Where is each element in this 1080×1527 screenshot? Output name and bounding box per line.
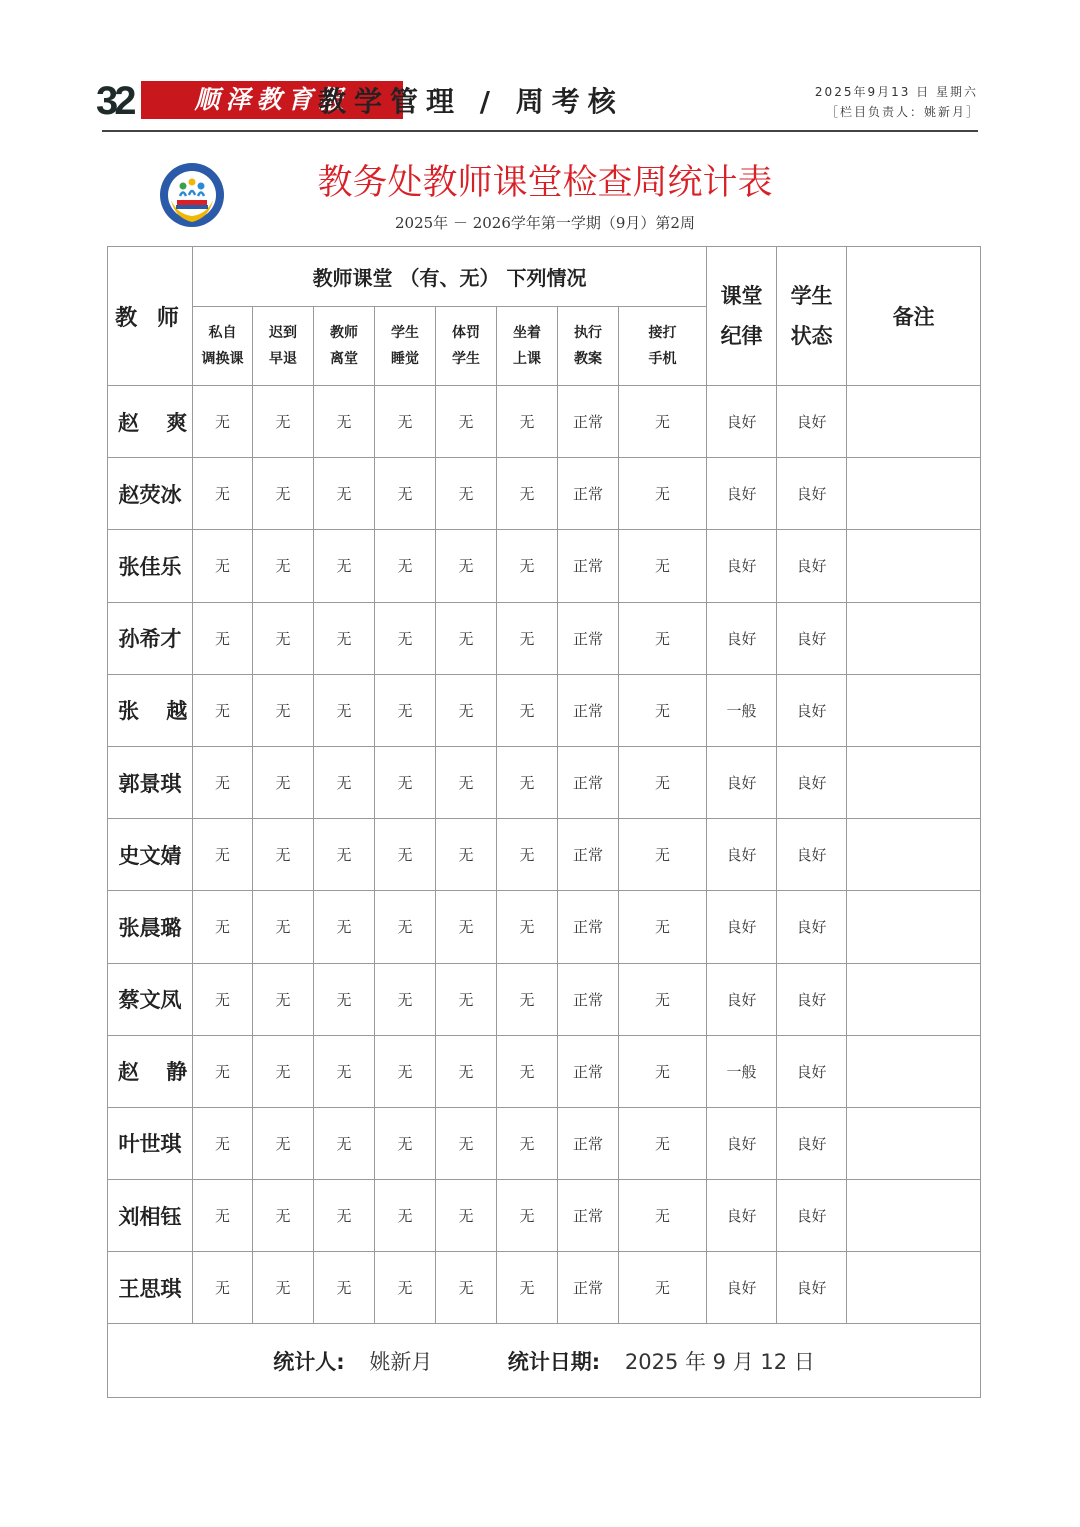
cell-remarks bbox=[847, 819, 981, 891]
cell-corporal-punishment: 无 bbox=[436, 1035, 497, 1107]
cell-discipline: 良好 bbox=[707, 386, 777, 458]
header-line: 教案 bbox=[574, 351, 602, 367]
paper-name-banner: 顺泽教育报 bbox=[141, 81, 403, 119]
cell-late-early-leave: 无 bbox=[253, 1107, 314, 1179]
teacher-name: 叶世琪 bbox=[108, 1107, 193, 1179]
cell-remarks bbox=[847, 530, 981, 602]
cell-unauthorized-swap: 无 bbox=[193, 386, 253, 458]
school-emblem-icon bbox=[159, 162, 225, 228]
cell-seated-teaching: 无 bbox=[497, 530, 558, 602]
cell-corporal-punishment: 无 bbox=[436, 1252, 497, 1324]
teacher-name: 赵 爽 bbox=[108, 386, 193, 458]
header-lesson-plan bbox=[558, 307, 619, 386]
table-row bbox=[108, 1252, 981, 1324]
compiler-name: 姚新月 bbox=[369, 1349, 433, 1374]
cell-unauthorized-swap: 无 bbox=[193, 602, 253, 674]
cell-discipline: 良好 bbox=[707, 963, 777, 1035]
cell-teacher-absent: 无 bbox=[314, 1180, 375, 1252]
cell-discipline: 良好 bbox=[707, 458, 777, 530]
cell-student-sleeping: 无 bbox=[375, 386, 436, 458]
cell-remarks bbox=[847, 458, 981, 530]
header-unauthorized-swap bbox=[193, 307, 253, 386]
header-line: 执行 bbox=[574, 325, 602, 341]
cell-seated-teaching: 无 bbox=[497, 1180, 558, 1252]
header-line: 迟到 bbox=[269, 325, 297, 341]
cell-phone-use: 无 bbox=[619, 1035, 707, 1107]
cell-student-sleeping: 无 bbox=[375, 1035, 436, 1107]
header-discipline bbox=[707, 247, 777, 386]
cell-seated-teaching: 无 bbox=[497, 674, 558, 746]
cell-lesson-plan: 正常 bbox=[558, 1252, 619, 1324]
cell-student-sleeping: 无 bbox=[375, 1180, 436, 1252]
cell-teacher-absent: 无 bbox=[314, 530, 375, 602]
cell-student-state: 良好 bbox=[777, 891, 847, 963]
cell-student-state: 良好 bbox=[777, 674, 847, 746]
cell-late-early-leave: 无 bbox=[253, 674, 314, 746]
cell-seated-teaching: 无 bbox=[497, 1035, 558, 1107]
cell-remarks bbox=[847, 1180, 981, 1252]
cell-student-sleeping: 无 bbox=[375, 963, 436, 1035]
cell-seated-teaching: 无 bbox=[497, 746, 558, 818]
cell-lesson-plan: 正常 bbox=[558, 674, 619, 746]
cell-remarks bbox=[847, 891, 981, 963]
cell-seated-teaching: 无 bbox=[497, 819, 558, 891]
header-late-early-leave bbox=[253, 307, 314, 386]
cell-student-sleeping: 无 bbox=[375, 458, 436, 530]
cell-lesson-plan: 正常 bbox=[558, 1035, 619, 1107]
cell-unauthorized-swap: 无 bbox=[193, 891, 253, 963]
table-row bbox=[108, 530, 981, 602]
cell-late-early-leave: 无 bbox=[253, 1180, 314, 1252]
cell-seated-teaching: 无 bbox=[497, 1252, 558, 1324]
cell-teacher-absent: 无 bbox=[314, 458, 375, 530]
cell-lesson-plan: 正常 bbox=[558, 1107, 619, 1179]
cell-student-state: 良好 bbox=[777, 602, 847, 674]
table-row bbox=[108, 386, 981, 458]
table-row bbox=[108, 674, 981, 746]
cell-phone-use: 无 bbox=[619, 1180, 707, 1252]
cell-discipline: 良好 bbox=[707, 1107, 777, 1179]
cell-student-state: 良好 bbox=[777, 458, 847, 530]
section-title: 教学管理 / 周考核 bbox=[318, 85, 624, 118]
header-teacher: 教 师 bbox=[108, 247, 193, 386]
table-row bbox=[108, 746, 981, 818]
cell-lesson-plan: 正常 bbox=[558, 963, 619, 1035]
cell-phone-use: 无 bbox=[619, 458, 707, 530]
cell-corporal-punishment: 无 bbox=[436, 1180, 497, 1252]
table-row bbox=[108, 963, 981, 1035]
teacher-name: 孙希才 bbox=[108, 602, 193, 674]
table-row bbox=[108, 1180, 981, 1252]
cell-student-state: 良好 bbox=[777, 1107, 847, 1179]
cell-unauthorized-swap: 无 bbox=[193, 530, 253, 602]
cell-remarks bbox=[847, 1107, 981, 1179]
cell-corporal-punishment: 无 bbox=[436, 386, 497, 458]
cell-remarks bbox=[847, 1035, 981, 1107]
cell-teacher-absent: 无 bbox=[314, 674, 375, 746]
header-line: 坐着 bbox=[513, 325, 541, 341]
cell-lesson-plan: 正常 bbox=[558, 386, 619, 458]
table-row bbox=[108, 602, 981, 674]
cell-lesson-plan: 正常 bbox=[558, 746, 619, 818]
cell-corporal-punishment: 无 bbox=[436, 819, 497, 891]
document-title: 教务处教师课堂检查周统计表 bbox=[317, 163, 773, 203]
cell-discipline: 良好 bbox=[707, 602, 777, 674]
cell-unauthorized-swap: 无 bbox=[193, 1252, 253, 1324]
cell-discipline: 良好 bbox=[707, 1252, 777, 1324]
teacher-name: 郭景琪 bbox=[108, 746, 193, 818]
header-discipline-line1: 课堂 bbox=[720, 284, 763, 308]
cell-remarks bbox=[847, 1252, 981, 1324]
teacher-name: 蔡文凤 bbox=[108, 963, 193, 1035]
cell-seated-teaching: 无 bbox=[497, 891, 558, 963]
cell-corporal-punishment: 无 bbox=[436, 1107, 497, 1179]
masthead-divider bbox=[102, 130, 978, 132]
cell-student-sleeping: 无 bbox=[375, 1252, 436, 1324]
header-student-state bbox=[777, 247, 847, 386]
cell-student-state: 良好 bbox=[777, 746, 847, 818]
page-number: 32 bbox=[96, 79, 133, 123]
cell-discipline: 良好 bbox=[707, 891, 777, 963]
cell-phone-use: 无 bbox=[619, 1252, 707, 1324]
cell-lesson-plan: 正常 bbox=[558, 1180, 619, 1252]
cell-phone-use: 无 bbox=[619, 1107, 707, 1179]
compiler-label: 统计人: bbox=[273, 1349, 345, 1374]
cell-unauthorized-swap: 无 bbox=[193, 1035, 253, 1107]
cell-student-sleeping: 无 bbox=[375, 746, 436, 818]
teacher-name: 张晨璐 bbox=[108, 891, 193, 963]
header-seated-teaching bbox=[497, 307, 558, 386]
issue-date: 2025年9月13 日 星期六 bbox=[814, 85, 978, 99]
cell-corporal-punishment: 无 bbox=[436, 746, 497, 818]
cell-lesson-plan: 正常 bbox=[558, 602, 619, 674]
cell-remarks bbox=[847, 746, 981, 818]
cell-unauthorized-swap: 无 bbox=[193, 746, 253, 818]
header-line: 离堂 bbox=[330, 351, 358, 367]
cell-student-sleeping: 无 bbox=[375, 819, 436, 891]
cell-student-state: 良好 bbox=[777, 386, 847, 458]
cell-seated-teaching: 无 bbox=[497, 386, 558, 458]
cell-corporal-punishment: 无 bbox=[436, 530, 497, 602]
teacher-name: 赵 静 bbox=[108, 1035, 193, 1107]
cell-corporal-punishment: 无 bbox=[436, 674, 497, 746]
cell-student-sleeping: 无 bbox=[375, 530, 436, 602]
cell-late-early-leave: 无 bbox=[253, 458, 314, 530]
cell-phone-use: 无 bbox=[619, 746, 707, 818]
cell-phone-use: 无 bbox=[619, 963, 707, 1035]
cell-seated-teaching: 无 bbox=[497, 1107, 558, 1179]
cell-phone-use: 无 bbox=[619, 602, 707, 674]
cell-late-early-leave: 无 bbox=[253, 530, 314, 602]
header-line: 体罚 bbox=[452, 325, 480, 341]
header-line: 上课 bbox=[513, 351, 541, 367]
cell-teacher-absent: 无 bbox=[314, 963, 375, 1035]
cell-late-early-leave: 无 bbox=[253, 1252, 314, 1324]
compile-date: 2025 年 9 月 12 日 bbox=[624, 1349, 815, 1374]
cell-teacher-absent: 无 bbox=[314, 1107, 375, 1179]
table-row bbox=[108, 1035, 981, 1107]
cell-unauthorized-swap: 无 bbox=[193, 458, 253, 530]
header-line: 接打 bbox=[648, 325, 677, 341]
cell-student-sleeping: 无 bbox=[375, 1107, 436, 1179]
teacher-name: 张 越 bbox=[108, 674, 193, 746]
cell-corporal-punishment: 无 bbox=[436, 458, 497, 530]
header-line: 学生 bbox=[452, 351, 480, 367]
cell-teacher-absent: 无 bbox=[314, 746, 375, 818]
cell-student-sleeping: 无 bbox=[375, 891, 436, 963]
cell-unauthorized-swap: 无 bbox=[193, 1180, 253, 1252]
header-line: 调换课 bbox=[201, 351, 244, 367]
cell-teacher-absent: 无 bbox=[314, 819, 375, 891]
cell-late-early-leave: 无 bbox=[253, 746, 314, 818]
document-subtitle: 2025年 － 2026学年第一学期（9月）第2周 bbox=[395, 214, 695, 232]
header-line: 学生 bbox=[391, 325, 419, 341]
header-line: 睡觉 bbox=[391, 351, 419, 367]
header-corporal-punishment bbox=[436, 307, 497, 386]
cell-late-early-leave: 无 bbox=[253, 1035, 314, 1107]
header-remarks: 备注 bbox=[847, 247, 981, 386]
teacher-name: 刘相钰 bbox=[108, 1180, 193, 1252]
cell-student-state: 良好 bbox=[777, 530, 847, 602]
cell-student-sleeping: 无 bbox=[375, 602, 436, 674]
cell-student-state: 良好 bbox=[777, 1180, 847, 1252]
teacher-inspection-table bbox=[107, 246, 981, 1398]
cell-lesson-plan: 正常 bbox=[558, 891, 619, 963]
cell-remarks bbox=[847, 386, 981, 458]
cell-unauthorized-swap: 无 bbox=[193, 819, 253, 891]
header-student-sleeping bbox=[375, 307, 436, 386]
header-line: 早退 bbox=[269, 351, 297, 367]
cell-discipline: 良好 bbox=[707, 746, 777, 818]
cell-discipline: 一般 bbox=[707, 1035, 777, 1107]
cell-corporal-punishment: 无 bbox=[436, 602, 497, 674]
cell-discipline: 良好 bbox=[707, 530, 777, 602]
compile-date-label: 统计日期: bbox=[507, 1349, 601, 1374]
header-discipline-line2: 纪律 bbox=[720, 324, 763, 348]
cell-teacher-absent: 无 bbox=[314, 1252, 375, 1324]
cell-seated-teaching: 无 bbox=[497, 458, 558, 530]
cell-remarks bbox=[847, 674, 981, 746]
cell-late-early-leave: 无 bbox=[253, 891, 314, 963]
cell-late-early-leave: 无 bbox=[253, 819, 314, 891]
cell-teacher-absent: 无 bbox=[314, 891, 375, 963]
teacher-name: 赵荧冰 bbox=[108, 458, 193, 530]
teacher-name: 王思琪 bbox=[108, 1252, 193, 1324]
table-row bbox=[108, 458, 981, 530]
cell-lesson-plan: 正常 bbox=[558, 458, 619, 530]
masthead bbox=[96, 78, 980, 132]
cell-phone-use: 无 bbox=[619, 530, 707, 602]
cell-phone-use: 无 bbox=[619, 386, 707, 458]
cell-teacher-absent: 无 bbox=[314, 602, 375, 674]
cell-unauthorized-swap: 无 bbox=[193, 674, 253, 746]
cell-late-early-leave: 无 bbox=[253, 602, 314, 674]
cell-seated-teaching: 无 bbox=[497, 602, 558, 674]
table-row bbox=[108, 1107, 981, 1179]
cell-unauthorized-swap: 无 bbox=[193, 1107, 253, 1179]
cell-teacher-absent: 无 bbox=[314, 1035, 375, 1107]
header-teacher-absent bbox=[314, 307, 375, 386]
header-student-state-line1: 学生 bbox=[790, 284, 833, 308]
cell-phone-use: 无 bbox=[619, 819, 707, 891]
header-line: 私自 bbox=[208, 325, 237, 341]
cell-phone-use: 无 bbox=[619, 891, 707, 963]
header-line: 手机 bbox=[648, 351, 677, 367]
cell-student-sleeping: 无 bbox=[375, 674, 436, 746]
header-phone-use bbox=[619, 307, 707, 386]
column-editor: ［栏目负责人：姚新月］ bbox=[825, 105, 980, 119]
cell-unauthorized-swap: 无 bbox=[193, 963, 253, 1035]
cell-remarks bbox=[847, 602, 981, 674]
cell-student-state: 良好 bbox=[777, 963, 847, 1035]
table-footer bbox=[108, 1324, 981, 1398]
table-row bbox=[108, 819, 981, 891]
cell-discipline: 一般 bbox=[707, 674, 777, 746]
cell-lesson-plan: 正常 bbox=[558, 530, 619, 602]
cell-lesson-plan: 正常 bbox=[558, 819, 619, 891]
cell-discipline: 良好 bbox=[707, 1180, 777, 1252]
cell-teacher-absent: 无 bbox=[314, 386, 375, 458]
header-student-state-line2: 状态 bbox=[790, 324, 833, 348]
cell-late-early-leave: 无 bbox=[253, 386, 314, 458]
cell-student-state: 良好 bbox=[777, 1035, 847, 1107]
cell-phone-use: 无 bbox=[619, 674, 707, 746]
teacher-name: 史文婧 bbox=[108, 819, 193, 891]
cell-discipline: 良好 bbox=[707, 819, 777, 891]
header-classroom-conditions: 教师课堂 （有、无） 下列情况 bbox=[193, 247, 707, 307]
teacher-name: 张佳乐 bbox=[108, 530, 193, 602]
cell-corporal-punishment: 无 bbox=[436, 891, 497, 963]
cell-late-early-leave: 无 bbox=[253, 963, 314, 1035]
cell-corporal-punishment: 无 bbox=[436, 963, 497, 1035]
cell-remarks bbox=[847, 963, 981, 1035]
cell-student-state: 良好 bbox=[777, 819, 847, 891]
header-line: 教师 bbox=[330, 325, 358, 341]
cell-student-state: 良好 bbox=[777, 1252, 847, 1324]
cell-seated-teaching: 无 bbox=[497, 963, 558, 1035]
table-row bbox=[108, 891, 981, 963]
